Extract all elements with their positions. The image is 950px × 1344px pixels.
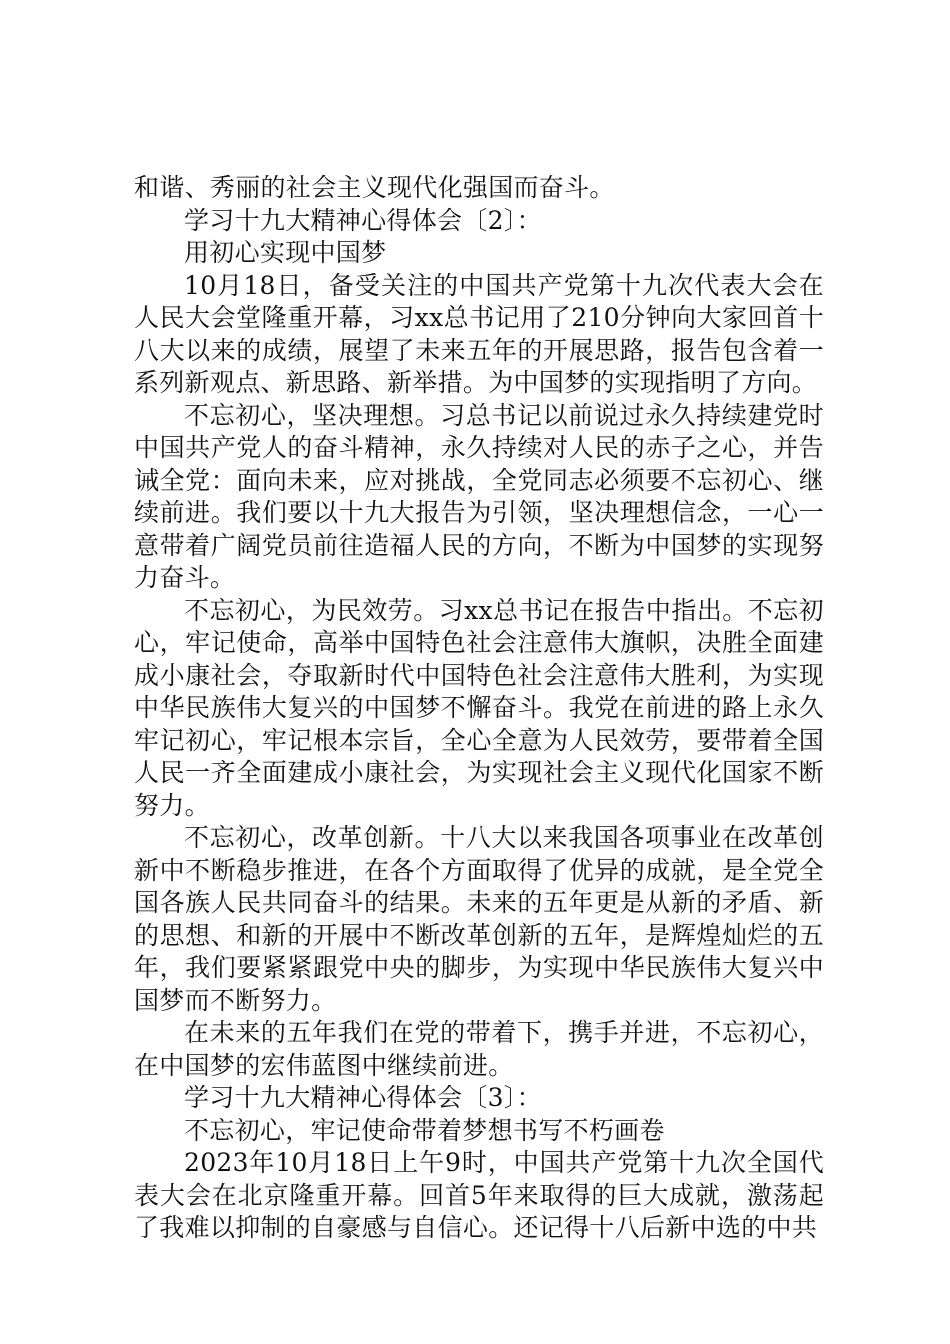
section-heading-2: 学习十九大精神心得体会〔2〕： xyxy=(184,205,542,235)
section-heading-3: 学习十九大精神心得体会〔3〕： xyxy=(184,1083,542,1112)
section-subtitle-3: 不忘初心，牢记使命带着梦想书写不朽画卷 xyxy=(184,1115,665,1145)
paragraph-intro: 10月18日，备受关注的中国共产党第十九次代表大会在人民大会堂隆重开幕，习xx总书记用了210分钟向大家回首十八大以来的成绩，展望了未来五年的开展思路，报告包含着一系列新观点、新思路、新举措。为中国梦的实现指明了方向。 xyxy=(134,270,824,397)
section-subtitle-2: 用初心实现中国梦 xyxy=(184,238,387,267)
paragraph-ideals: 不忘初心，坚决理想。习总书记以前说过永久持续建党时中国共产党人的奋斗精神，永久持续对人民的赤子之心，并告诫全党：面向未来，应对挑战，全党同志必须要不忘初心、继续前进。我们要以十九大报告为引领，坚决理想信念，一心一意带着广阔党员前往造福人民的方向，不断为中国梦的实现努力奋斗。 xyxy=(134,400,824,592)
paragraph-congress-opening: 2023年10月18日上午9时，中国共产党第十九次全国代表大会在北京隆重开幕。回首5年来取得的巨大成就，激荡起了我难以抑制的自豪感与自信心。还记得十八后新中选的中共 xyxy=(134,1148,824,1242)
paragraph-conclusion: 在未来的五年我们在党的带着下，携手并进，不忘初心，在中国梦的宏伟蓝图中继续前进。 xyxy=(134,1018,824,1080)
paragraph-reform: 不忘初心，改革创新。十八大以来我国各项事业在改革创新中不断稳步推进，在各个方面取得了优异的成就，是全党全国各族人民共同奋斗的结果。未来的五年更是从新的矛盾、新的思想、和新的开展中不断改革创新的五年，是辉煌灿烂的五年，我们要紧紧跟党中央的脚步，为实现中华民族伟大复兴中国梦而不断努力。 xyxy=(134,823,824,1015)
paragraph-continuation: 和谐、秀丽的社会主义现代化强国而奋斗。 xyxy=(134,173,615,202)
paragraph-serve-people: 不忘初心，为民效劳。习xx总书记在报告中指出。不忘初心，牢记使命，高举中国特色社会注意伟大旗帜，决胜全面建成小康社会，夺取新时代中国特色社会注意伟大胜利，为实现中华民族伟大复兴的中国梦不懈奋斗。我党在前进的路上永久牢记初心，牢记根本宗旨，全心全意为人民效劳，要带着全国人民一齐全面建成小康社会，为实现社会主义现代化国家不断努力。 xyxy=(134,595,824,820)
document-body xyxy=(134,172,824,1245)
